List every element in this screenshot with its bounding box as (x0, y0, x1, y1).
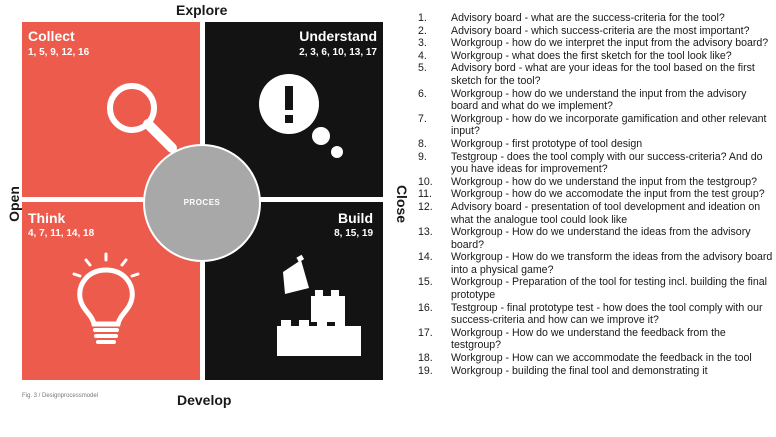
list-item-number: 13. (418, 226, 433, 239)
list-item-text: Workgroup - how do we interpret the input from the advisory board? (451, 37, 769, 50)
list-item (418, 188, 774, 201)
process-center-label: PROCES (183, 198, 221, 207)
quadrant-title: Think (28, 210, 66, 226)
list-item (418, 37, 774, 50)
list-item-text: Workgroup - how do we accomodate the input from the test group? (451, 188, 765, 201)
list-item-number: 17. (418, 326, 433, 339)
list-item (418, 327, 774, 352)
list-item (418, 226, 774, 251)
list-item-text: Workgroup - Preparation of the tool for testing incl. building the final prototype (451, 276, 768, 302)
list-item (418, 138, 774, 151)
list-item-number: 7. (418, 112, 427, 125)
axis-label-close: Close (394, 184, 410, 224)
list-item-number: 16. (418, 301, 433, 314)
quadrant-step-numbers: 1, 5, 9, 12, 16 (28, 47, 90, 58)
list-item-text: Testgroup - final prototype test - how does the tool comply with our success-criteria and how can we improve it? (451, 301, 763, 327)
list-item-number: 2. (418, 24, 427, 37)
axis-label-open: Open (6, 186, 22, 222)
list-item-text: Workgroup - How can we accommodate the feedback in the tool (451, 352, 752, 365)
list-item-number: 4. (418, 49, 427, 62)
list-item (418, 88, 774, 113)
list-item-number: 10. (418, 175, 433, 188)
list-item-number: 14. (418, 251, 433, 264)
list-item (418, 12, 774, 25)
list-item-number: 19. (418, 364, 433, 377)
list-item (418, 276, 774, 301)
lightbulb-icon (66, 252, 146, 352)
list-item-number: 15. (418, 276, 433, 289)
list-item-text: Advisory board - presentation of tool development and ideation on what the analogue tool could look like (451, 200, 761, 226)
list-item-number: 3. (418, 37, 427, 50)
magnifier-icon (102, 78, 182, 158)
list-item (418, 62, 774, 87)
list-item-text: Workgroup - first prototype of tool design (451, 137, 643, 150)
list-item (418, 201, 774, 226)
list-item-number: 5. (418, 62, 427, 75)
list-item (418, 352, 774, 365)
list-item-text: Advisory board - which success-criteria are the most important? (451, 24, 750, 37)
axis-label-explore: Explore (176, 2, 228, 18)
process-center-circle (143, 144, 261, 262)
list-item-text: Workgroup - How do we understand the feedback from the testgroup? (451, 326, 726, 352)
quadrant-step-numbers: 4, 7, 11, 14, 18 (28, 228, 95, 239)
list-item-text: Advisory bord - what are your ideas for the tool based on the first sketch for the tool? (451, 62, 755, 87)
list-item-text: Workgroup - what does the first sketch for the tool look like? (451, 49, 732, 62)
list-item (418, 176, 774, 189)
building-blocks-icon (267, 252, 377, 372)
list-item-number: 11. (418, 188, 432, 201)
quadrant-title: Build (338, 210, 373, 226)
list-item (418, 113, 774, 138)
list-item (418, 50, 774, 63)
list-item-number: 9. (418, 150, 427, 163)
list-item-text: Workgroup - how do we understand the input from the advisory board and what do we implement? (451, 87, 747, 113)
axis-label-develop: Develop (177, 392, 232, 408)
list-item-text: Workgroup - How do we understand the ideas from the advisory board? (451, 226, 751, 251)
process-steps-list (418, 12, 774, 377)
list-item-text: Workgroup - how do we understand the input from the testgroup? (451, 175, 758, 188)
figure-caption: Fig. 3 / Designprocessmodel (22, 393, 99, 399)
list-item-number: 12. (418, 200, 433, 213)
thought-bubble-icon (255, 70, 355, 170)
list-item-text: Testgroup - does the tool comply with our success-criteria? And do you have ideas for improvement? (451, 150, 763, 176)
quadrant-title: Collect (28, 28, 75, 44)
list-item (418, 151, 774, 176)
quadrant-step-numbers: 8, 15, 19 (334, 228, 373, 239)
list-item-text: Workgroup - how do we incorporate gamification and other relevant input? (451, 112, 767, 138)
list-item (418, 302, 774, 327)
list-item-number: 6. (418, 87, 427, 100)
quadrant-title: Understand (299, 28, 377, 44)
list-item (418, 365, 774, 378)
list-item-number: 18. (418, 352, 433, 365)
list-item (418, 25, 774, 38)
list-item-number: 8. (418, 137, 427, 150)
list-item-text: Advisory board - what are the success-criteria for the tool? (451, 12, 725, 24)
quadrant-step-numbers: 2, 3, 6, 10, 13, 17 (299, 47, 377, 58)
list-item-text: Workgroup - How do we transform the ideas from the advisory board into a physical game? (451, 251, 773, 276)
list-item (418, 251, 774, 276)
list-item-text: Workgroup - building the final tool and demonstrating it (451, 364, 708, 377)
list-item-number: 1. (418, 12, 427, 24)
